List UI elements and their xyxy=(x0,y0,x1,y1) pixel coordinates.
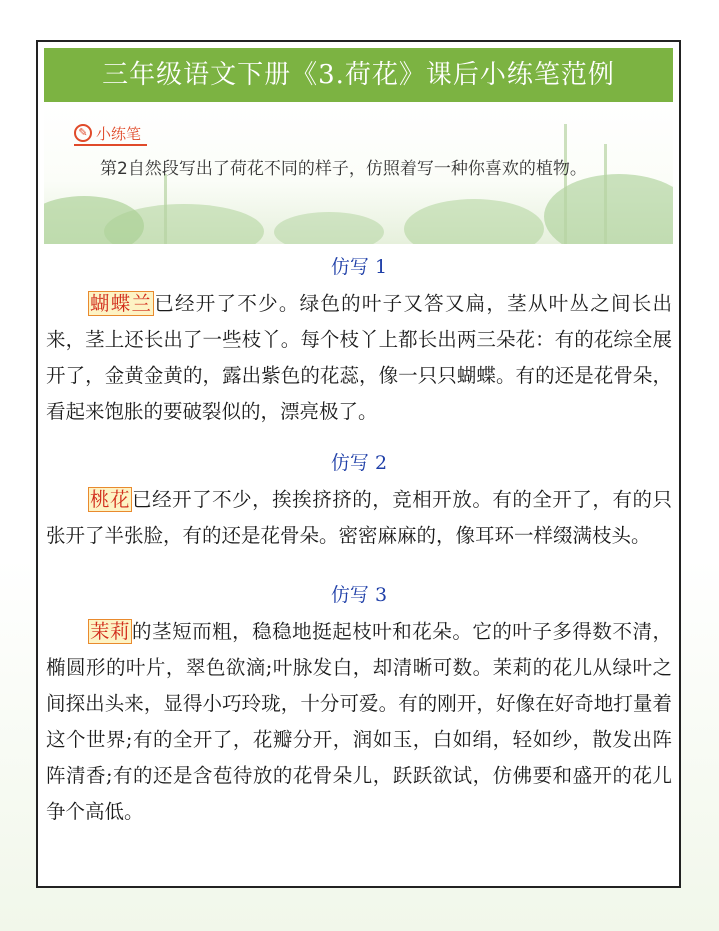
example-2-title: 仿写 2 xyxy=(330,452,388,474)
page-title: 三年级语文下册《3.荷花》课后小练笔范例 xyxy=(44,48,673,102)
example-2-paragraph xyxy=(44,482,674,554)
lotus-leaf-decoration xyxy=(274,212,384,244)
lotus-leaf-decoration xyxy=(404,199,544,244)
example-1-text: 已经开了不少。绿色的叶子又答又扁，茎从叶丛之间长出来，茎上还长出了一些枝丫。每个枝丫上都长出两三朵花：有的花综全展开了，金黄金黄的，露出紫色的花蕊，像一只只蝴蝶。有的还是花骨朵，看起来饱胀的要破裂似的，漂亮极了。 xyxy=(46,292,672,423)
lotus-stem-decoration xyxy=(164,174,167,244)
example-1-keyword: 蝴蝶兰 xyxy=(90,292,153,315)
example-3-paragraph xyxy=(44,614,674,830)
example-2-text: 已经开了不少，挨挨挤挤的，竞相开放。有的全开了，有的只张开了半张脸，有的还是花骨朵。密密麻麻的，像耳环一样缀满枝头。 xyxy=(46,488,672,547)
examples-content xyxy=(44,248,674,830)
example-1-paragraph xyxy=(44,286,674,430)
worksheet-frame xyxy=(36,40,681,888)
pencil-icon: ✎ xyxy=(74,124,92,142)
lotus-stem-decoration xyxy=(564,124,567,244)
example-2-keyword: 桃花 xyxy=(90,488,131,511)
example-1-title: 仿写 1 xyxy=(330,256,388,278)
example-3-title: 仿写 3 xyxy=(330,584,388,606)
example-3-text: 的茎短而粗，稳稳地挺起枝叶和花朵。它的叶子多得数不清，椭圆形的叶片，翠色欲滴;叶脉发白，却清晰可数。茉莉的花儿从绿叶之间探出头来，显得小巧玲珑，十分可爱。有的刚开，好像在好奇地打量着这个世界;有的全开了，花瓣分开，润如玉，白如绢，轻如纱，散发出阵阵清香;有的还是含苞待放的花骨朵儿，跃跃欲试，仿佛要和盛开的花儿争个高低。 xyxy=(46,620,672,823)
exercise-prompt: 第2自然段写出了荷花不同的样子，仿照着写一种你喜欢的植物。 xyxy=(100,159,587,179)
example-3-keyword: 茉莉 xyxy=(90,620,131,643)
exercise-banner xyxy=(44,104,673,244)
badge-label: 小练笔 xyxy=(96,124,142,143)
practice-badge xyxy=(74,122,147,146)
